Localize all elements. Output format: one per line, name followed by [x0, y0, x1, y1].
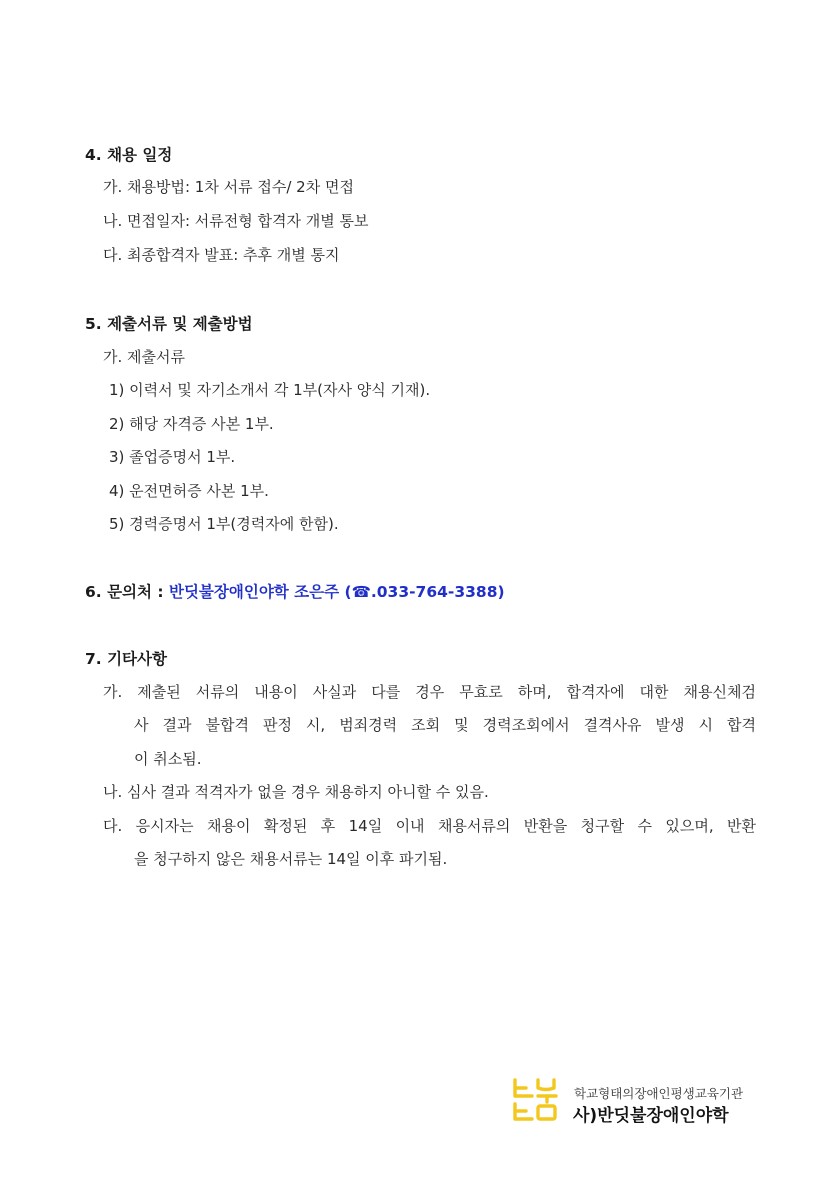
section-7-item-c-line: 다. 응시자는 채용이 확정된 후 14일 이내 채용서류의 반환을 청구할 수 있으며, 반환: [103, 817, 756, 835]
section-4-heading: 4. 채용 일정: [85, 146, 173, 164]
section-7-heading: 7. 기타사항: [85, 650, 167, 668]
section-4-item: 다. 최종합격자 발표: 추후 개별 통지: [103, 246, 340, 264]
section-7-item-a-line: 가. 제출된 서류의 내용이 사실과 다를 경우 무효로 하며, 합격자에 대한 채용신체검: [103, 683, 756, 701]
contact-prefix: 6. 문의처 :: [85, 583, 169, 601]
section-4-item: 나. 면접일자: 서류전형 합격자 개별 통보: [103, 212, 369, 230]
section-5-heading: 5. 제출서류 및 제출방법: [85, 315, 253, 333]
section-7-item-b-line: 나. 심사 결과 적격자가 없을 경우 채용하지 아니할 수 있음.: [103, 783, 489, 801]
organization-subtitle: 학교형태의장애인평생교육기관: [574, 1086, 744, 1101]
section-7-item-a-line: 이 취소됨.: [134, 750, 202, 768]
organization-name: 사)반딧불장애인야학: [573, 1106, 729, 1126]
organization-logo-mark: [512, 1076, 562, 1122]
section-4-item: 가. 채용방법: 1차 서류 접수/ 2차 면접: [103, 178, 354, 196]
section-7-item-a-line: 사 결과 불합격 판정 시, 범죄경력 조회 및 경력조회에서 결격사유 발생 시 합격: [134, 716, 756, 734]
document-list-item: 5) 경력증명서 1부(경력자에 한함).: [109, 515, 339, 533]
section-7-item-c-line: 을 청구하지 않은 채용서류는 14일 이후 파기됨.: [134, 850, 448, 868]
document-list-item: 2) 해당 자격증 사본 1부.: [109, 415, 274, 433]
document-list-item: 1) 이력서 및 자기소개서 각 1부(자사 양식 기재).: [109, 381, 431, 399]
section-6-contact: [85, 580, 505, 602]
document-list-item: 3) 졸업증명서 1부.: [109, 448, 236, 466]
document-list-item: 4) 운전면허증 사본 1부.: [109, 482, 269, 500]
section-5-subheading: 가. 제출서류: [103, 348, 185, 366]
contact-info: 반딧불장애인야학 조은주 (☎.033-764-3388): [168, 583, 505, 601]
